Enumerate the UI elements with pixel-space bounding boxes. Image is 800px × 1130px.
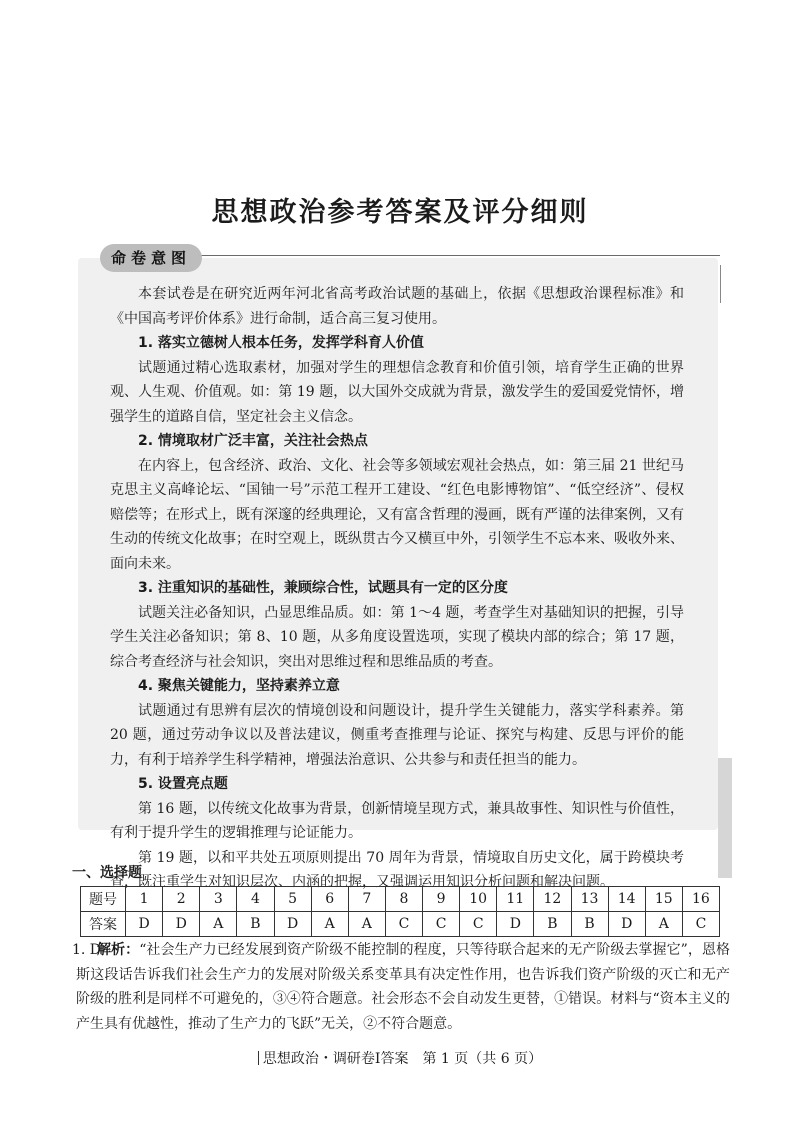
intro-paragraph: 试题通过精心选取素材，加强对学生的理想信念教育和价值引领，培育学生正确的世界观、人生观、价值观。如：第 19 题，以大国外交成就为背景，激发学生的爱国爱党情怀，增强学生的道路自信，坚定社会主义信念。 bbox=[110, 359, 684, 425]
answer-table-number-row bbox=[81, 887, 720, 912]
answer-cell: C bbox=[460, 912, 497, 937]
row-label-number: 题号 bbox=[81, 887, 126, 912]
question-number-cell: 7 bbox=[348, 887, 385, 912]
answer-cell: D bbox=[126, 912, 163, 937]
footer-bar bbox=[258, 1051, 259, 1065]
question-number-cell: 3 bbox=[200, 887, 237, 912]
answer-cell: D bbox=[608, 912, 645, 937]
answer-cell: A bbox=[311, 912, 348, 937]
page-footer bbox=[0, 1048, 800, 1068]
footer-text: 思想政治・调研卷Ⅰ答案 第 1 页（共 6 页） bbox=[262, 1051, 543, 1067]
answer-cell: A bbox=[348, 912, 385, 937]
question-number-cell: 15 bbox=[645, 887, 682, 912]
intro-paragraph: 试题通过有思辨有层次的情境创设和问题设计，提升学生关键能力，落实学科素养。第 20 题，通过劳动争议以及普法建议，侧重考查推理与论证、探究与构建、反思与评价的能力，有利于培养学生科学精神，增强法治意识、公共参与和责任担当的能力。 bbox=[110, 702, 684, 768]
question-number-cell: 13 bbox=[571, 887, 608, 912]
answer-cell: A bbox=[200, 912, 237, 937]
intro-paragraph: 第 16 题，以传统文化故事为背景，创新情境呈现方式，兼具故事性、知识性与价值性，有利于提升学生的逻辑推理与论证能力。 bbox=[110, 800, 684, 841]
intro-paragraph: 第 19 题，以和平共处五项原则提出 70 周年为背景，情境取自历史文化，属于跨模块考查，既注重学生对知识层次、内涵的把握，又强调运用知识分析问题和解决问题。 bbox=[110, 849, 684, 890]
answer-cell: D bbox=[163, 912, 200, 937]
row-label-answer: 答案 bbox=[81, 912, 126, 937]
answer-table-answer-row bbox=[81, 912, 720, 937]
question-number-cell: 9 bbox=[423, 887, 460, 912]
answer-cell: D bbox=[497, 912, 534, 937]
intro-heading: 1. 落实立德树人根本任务，发挥学科育人价值 bbox=[138, 335, 424, 351]
intro-heading: 4. 聚焦关键能力，坚持素养立意 bbox=[138, 678, 340, 694]
question-number-cell: 8 bbox=[385, 887, 422, 912]
answer-cell: C bbox=[385, 912, 422, 937]
question-number-cell: 11 bbox=[497, 887, 534, 912]
question-number-cell: 1 bbox=[126, 887, 163, 912]
question-number-cell: 4 bbox=[237, 887, 274, 912]
section-title: 一、选择题 bbox=[72, 865, 142, 881]
answer-cell: B bbox=[237, 912, 274, 937]
question-number-cell: 2 bbox=[163, 887, 200, 912]
explanation-number: 1. D bbox=[72, 942, 102, 958]
intro-paragraph: 试题关注必备知识，凸显思维品质。如：第 1～4 题，考查学生对基础知识的把握，引导学生关注必备知识；第 8、10 题，从多角度设置选项，实现了模块内部的综合；第 17 题，综合考查经济与社会知识，突出对思维过程和思维品质的考查。 bbox=[110, 604, 684, 670]
intro-text bbox=[110, 282, 684, 895]
answer-cell: C bbox=[423, 912, 460, 937]
answer-cell: A bbox=[645, 912, 682, 937]
answer-table bbox=[80, 886, 720, 937]
question-number-cell: 12 bbox=[534, 887, 571, 912]
intro-paragraph: 本套试卷是在研究近两年河北省高考政治试题的基础上，依据《思想政治课程标准》和《中国高考评价体系》进行命制，适合高三复习使用。 bbox=[110, 286, 684, 327]
explanation-block bbox=[72, 938, 731, 1036]
question-number-cell: 16 bbox=[682, 887, 719, 912]
question-number-cell: 10 bbox=[460, 887, 497, 912]
page-title: 思想政治参考答案及评分细则 bbox=[211, 197, 589, 228]
intro-frame-corner bbox=[720, 265, 722, 303]
explanation-label: 解析： bbox=[97, 942, 140, 958]
intro-paragraph: 在内容上，包含经济、政治、文化、社会等多领域宏观社会热点，如：第三届 21 世纪马克思主义高峰论坛、“国铀一号”示范工程开工建设、“红色电影博物馆”、“低空经济”、侵权赔偿等；在形式上，既有深邃的经典理论，又有富含哲理的漫画，既有严谨的法律案例，又有生动的传统文化故事；在时空观上，既纵贯古今又横亘中外，引领学生不忘本来、吸收外来、面向未来。 bbox=[110, 457, 684, 572]
intro-frame-line bbox=[200, 255, 720, 257]
explanation-paragraph bbox=[76, 938, 730, 1036]
answer-cell: D bbox=[274, 912, 311, 937]
intro-heading: 3. 注重知识的基础性，兼顾综合性，试题具有一定的区分度 bbox=[138, 580, 508, 596]
question-number-cell: 5 bbox=[274, 887, 311, 912]
answer-cell: B bbox=[534, 912, 571, 937]
question-number-cell: 6 bbox=[311, 887, 348, 912]
intro-heading: 5. 设置亮点题 bbox=[138, 776, 228, 792]
explanation-text: “社会生产力已经发展到资产阶级不能控制的程度，只等待联合起来的无产阶级去掌握它”，恩格斯这段话告诉我们社会生产力的发展对阶级关系变革具有决定性作用，也告诉我们资产阶级的灭亡和无产阶级的胜利是同样不可避免的，③④符合题意。社会形态不会自动发生更替，①错误。材料与“资本主义的产生具有优越性，推动了生产力的飞跃”无关，②不符合题意。 bbox=[76, 942, 731, 1032]
question-number-cell: 14 bbox=[608, 887, 645, 912]
intro-tag: 命卷意图 bbox=[100, 244, 202, 272]
intro-heading: 2. 情境取材广泛丰富，关注社会热点 bbox=[138, 433, 368, 449]
answer-cell: C bbox=[682, 912, 719, 937]
answer-cell: B bbox=[571, 912, 608, 937]
